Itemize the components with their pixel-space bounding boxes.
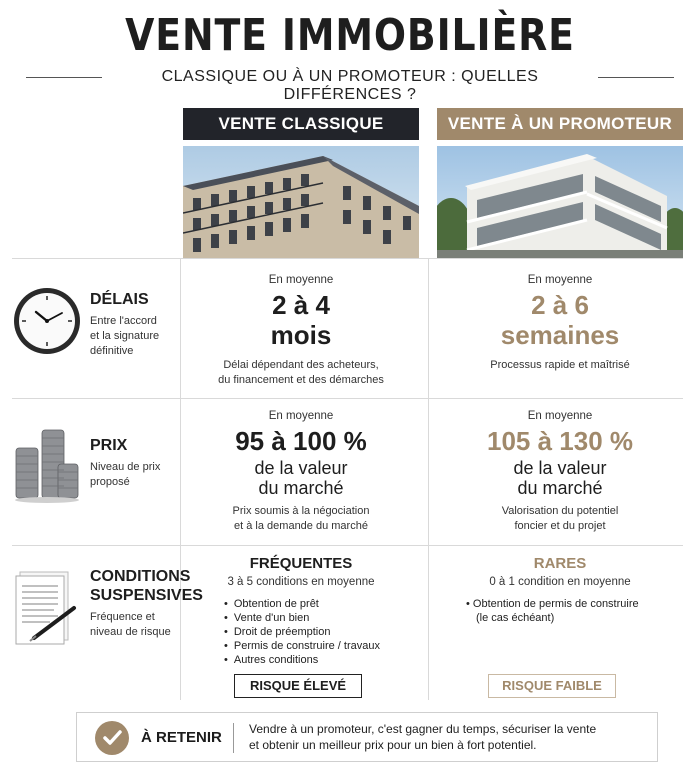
note — [183, 504, 419, 534]
average-label: En moyenne — [268, 410, 334, 422]
desc-line: niveau de risque — [90, 626, 171, 638]
average-label: En moyenne — [527, 274, 593, 286]
frequency-subtitle: 3 à 5 conditions en moyenne — [227, 576, 375, 588]
desc-line: définitive — [90, 345, 134, 357]
conditions-list-classic — [224, 597, 380, 667]
modern-building-image — [437, 146, 683, 258]
unit-line: de la valeur — [513, 458, 607, 478]
cell-delais-promoter — [437, 274, 683, 373]
frequency-title: RARES — [533, 555, 587, 572]
unit: mois — [270, 320, 332, 350]
row-divider-2 — [12, 398, 683, 399]
cell-prix-promoter — [437, 410, 683, 534]
row-label-delais — [90, 290, 159, 359]
page-subtitle: CLASSIQUE OU À UN PROMOTEUR : QUELLES DIFFÉRENCES ? — [161, 68, 539, 103]
value: 95 à 100 % — [235, 426, 367, 456]
note-line: et à la demande du marché — [234, 520, 368, 532]
value: 105 à 130 % — [486, 426, 633, 456]
haussmann-building-image — [183, 146, 419, 258]
row-divider-1 — [12, 258, 683, 259]
document-pen-icon — [14, 568, 80, 648]
row-heading: PRIX — [90, 437, 128, 454]
note-line: Délai dépendant des acheteurs, — [223, 359, 379, 371]
row-description — [90, 610, 203, 640]
clock-icon — [12, 286, 82, 356]
takeaway-label: À RETENIR — [141, 729, 222, 746]
list-item: • Autres conditions — [224, 653, 380, 667]
page-title: VENTE IMMOBILIÈRE — [125, 10, 575, 61]
frequency-subtitle: 0 à 1 condition en moyenne — [489, 576, 631, 588]
average-label: En moyenne — [527, 410, 593, 422]
subtitle-row — [0, 66, 700, 103]
column-divider-2 — [428, 258, 429, 700]
conditions-list-promoter — [466, 597, 639, 625]
takeaway-divider — [233, 723, 234, 753]
row-description — [90, 314, 159, 359]
desc-line: proposé — [90, 476, 130, 488]
value: 2 à 4 — [272, 290, 330, 320]
row-label-prix — [90, 436, 160, 490]
takeaway-line: Vendre à un promoteur, c'est gagner du temps, sécuriser la vente — [249, 722, 597, 736]
checkmark-icon — [95, 721, 129, 755]
note: Processus rapide et maîtrisé — [490, 359, 630, 371]
desc-line: Entre l'accord — [90, 315, 157, 327]
takeaway-text — [249, 721, 649, 753]
unit-line: du marché — [258, 478, 344, 498]
list-item: • Obtention de prêt — [224, 597, 380, 611]
takeaway-line: et obtenir un meilleur prix pour un bien à fort potentiel. — [249, 738, 537, 752]
cell-prix-classic — [183, 410, 419, 534]
list-item: • Droit de préemption — [224, 625, 380, 639]
unit-line: du marché — [517, 478, 603, 498]
column-header-promoter: VENTE À UN PROMOTEUR — [437, 108, 683, 140]
note-line: du financement et des démarches — [218, 374, 384, 386]
note-line: foncier et du projet — [514, 520, 606, 532]
heading-line: CONDITIONS — [90, 568, 191, 585]
divider-left — [26, 77, 102, 78]
key-takeaway-box — [76, 712, 658, 762]
unit-line: de la valeur — [254, 458, 348, 478]
frequency-title: FRÉQUENTES — [249, 555, 353, 572]
list-item-continuation: (le cas échéant) — [476, 612, 555, 624]
list-item: • Vente d'un bien — [224, 611, 380, 625]
list-item-text: Obtention de permis de construire — [472, 598, 639, 610]
cell-conditions-promoter-header — [437, 555, 683, 588]
risk-badge-low: RISQUE FAIBLE — [488, 674, 616, 698]
risk-badge-high: RISQUE ÉLEVÉ — [234, 674, 362, 698]
desc-line: Fréquence et — [90, 611, 155, 623]
list-item: • Permis de construire / travaux — [224, 639, 380, 653]
row-description — [90, 460, 160, 490]
coins-icon — [12, 420, 82, 504]
column-header-classic: VENTE CLASSIQUE — [183, 108, 419, 140]
list-item: • Obtention de permis de construire — [466, 598, 639, 610]
cell-conditions-classic-header — [183, 555, 419, 588]
row-heading: DÉLAIS — [90, 291, 149, 308]
note — [437, 504, 683, 534]
divider-right — [598, 77, 674, 78]
note-line: Prix soumis à la négociation — [232, 505, 370, 517]
cell-delais-classic — [183, 274, 419, 388]
value: 2 à 6 — [531, 290, 589, 320]
desc-line: et la signature — [90, 330, 160, 342]
note — [183, 358, 419, 388]
heading-line: SUSPENSIVES — [90, 587, 203, 604]
desc-line: Niveau de prix — [90, 461, 161, 473]
row-divider-3 — [12, 545, 683, 546]
unit: semaines — [500, 320, 620, 350]
note-line: Valorisation du potentiel — [501, 505, 619, 517]
average-label: En moyenne — [268, 274, 334, 286]
